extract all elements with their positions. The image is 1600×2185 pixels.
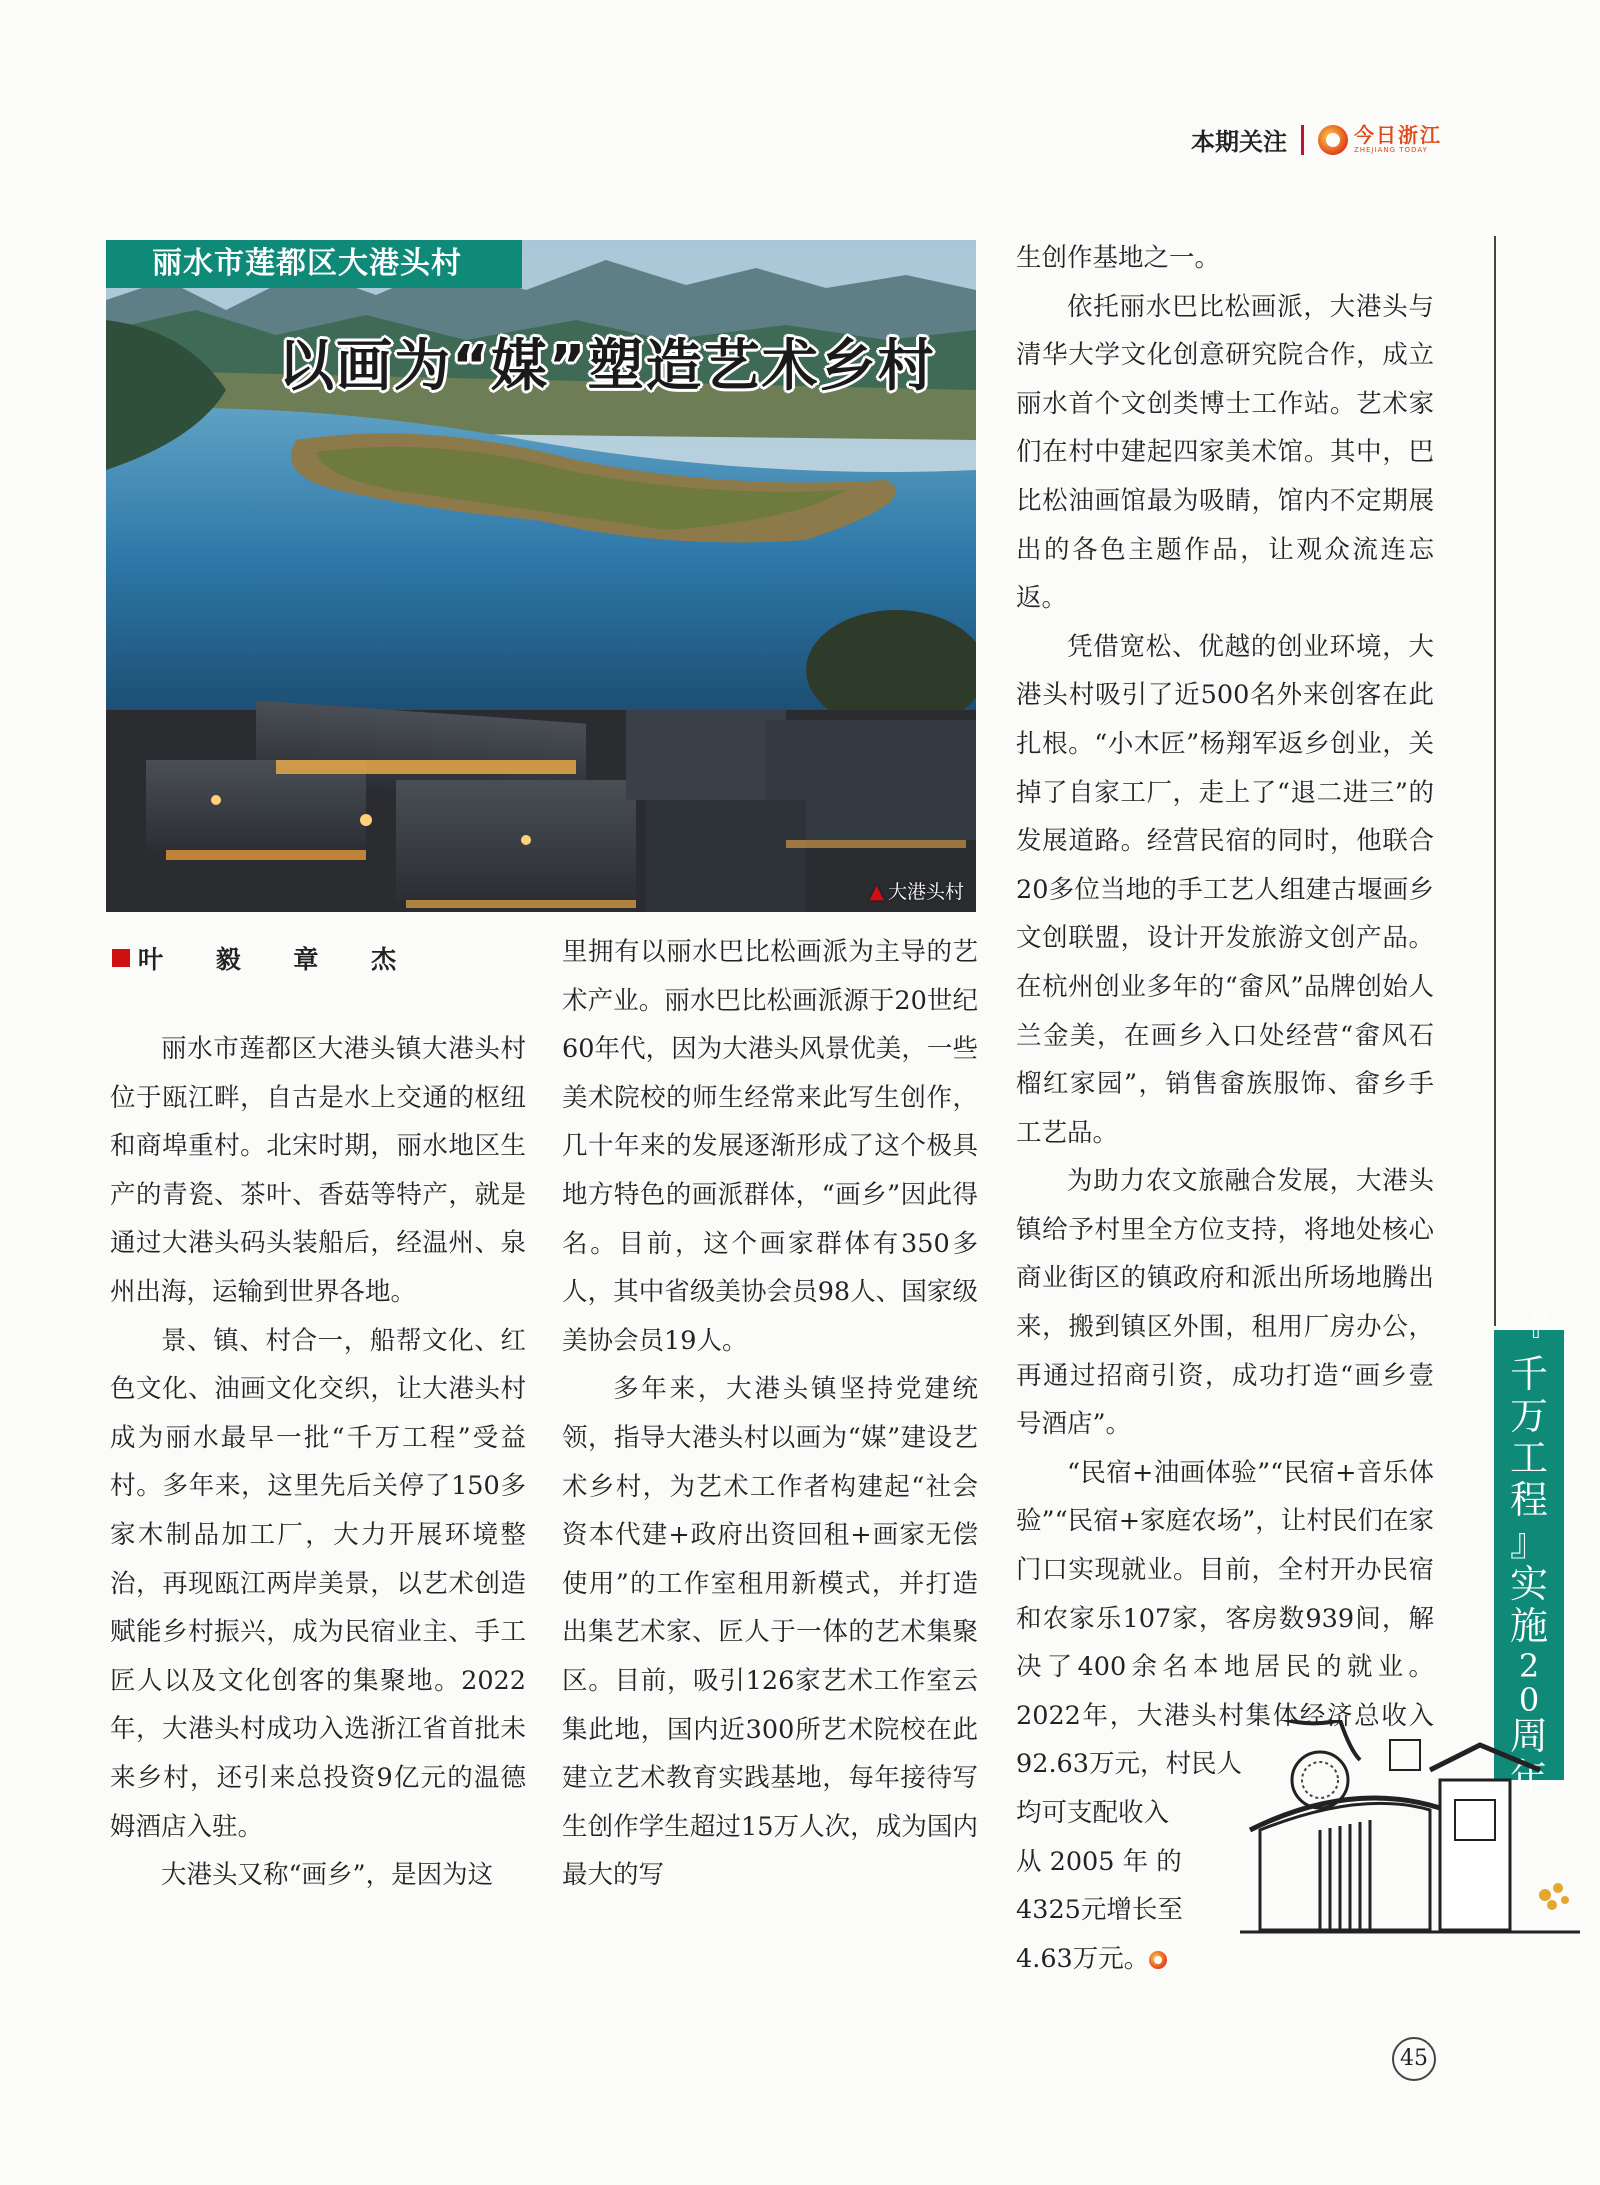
banner-char: 周 xyxy=(1509,1714,1548,1758)
banner-char: 工 xyxy=(1509,1436,1548,1480)
paragraph: 丽水市莲都区大港头镇大港头村位于瓯江畔，自古是水上交通的枢纽和商埠重村。北宋时期，丽水地区生产的青瓷、茶叶、香菇等特产，就是通过大港头码头装船后，经温州、泉州出海，运输到世界各地。 xyxy=(110,1034,526,1307)
byline xyxy=(112,940,418,976)
logo-text-cn: 今日浙江 xyxy=(1354,123,1442,147)
text-column-2 xyxy=(562,928,978,1900)
banner-char: 实 xyxy=(1509,1562,1548,1606)
end-mark-icon xyxy=(1149,1951,1167,1969)
anniversary-banner xyxy=(1494,1310,1564,1800)
closing-text: 4.63万元。 xyxy=(1016,1943,1150,1974)
banner-number: 20 xyxy=(1510,1647,1548,1715)
paragraph: 多年来，大港头镇坚持党建统领，指导大港头村以画为“媒”建设艺术乡村，为艺术工作者构建起“社会资本代建+政府出资回租+画家无偿使用”的工作室租用新模式，并打造出集艺术家、匠人于一体的艺术集聚区。目前，吸引126家艺术工作室云集此地，国内近300所艺术院校在此建立艺术教育实践基地，每年接待写生创作学生超过15万人次，成为国内最大的写 xyxy=(562,1374,978,1891)
paragraph: 景、镇、村合一，船帮文化、红色文化、油画文化交织，让大港头村成为丽水最早一批“千万工程”受益村。多年来，这里先后关停了150多家木制品加工厂，大力开展环境整治，再现瓯江两岸美景，以艺术创造赋能乡村振兴，成为民宿业主、手工匠人以及文化创客的集聚地。2022年，大港头村成功入选浙江省首批未来乡村，还引来总投资9亿元的温德姆酒店入驻。 xyxy=(110,1325,526,1842)
page-number: 45 xyxy=(1392,2037,1436,2081)
header-divider xyxy=(1301,125,1304,155)
hero-photo xyxy=(106,240,976,912)
logo-text-en: ZHEJIANG TODAY xyxy=(1354,146,1428,154)
banner-close-quote: 』 xyxy=(1509,1520,1548,1564)
paragraph-line: 4325元增长至 xyxy=(1016,1895,1183,1926)
paragraph: 凭借宽松、优越的创业环境，大港头村吸引了近500名外来创客在此扎根。“小木匠”杨翔军返乡创业，关掉了自家工厂，走上了“退二进三”的发展道路。经营民宿的同时，他联合20多位当地的手工艺人组建古堰画乡文创联盟，设计开发旅游文创产品。在杭州创业多年的“畲风”品牌创始人兰金美，在画乡入口处经营“畲风石榴红家园”，销售畲族服饰、畲乡手工艺品。 xyxy=(1016,631,1434,1148)
architecture-illustration xyxy=(1240,1720,1580,1950)
banner-char: 千 xyxy=(1509,1352,1548,1396)
location-tag: 丽水市莲都区大港头村 xyxy=(106,240,522,288)
paragraph-line: 均可支配收入 xyxy=(1016,1798,1170,1828)
photo-caption xyxy=(869,877,964,904)
author-names: 叶 毅 章 杰 xyxy=(138,945,419,974)
banner-char: 万 xyxy=(1509,1394,1548,1438)
paragraph: 生创作基地之一。 xyxy=(1016,243,1221,273)
paragraph: 里拥有以丽水巴比松画派为主导的艺术产业。丽水巴比松画派源于20世纪60年代，因为大港头风景优美，一些美术院校的师生经常来此写生创作，几十年来的发展逐渐形成了这个极具地方特色的画派群体，“画乡”因此得名。目前，这个画家群体有350多人，其中省级美协会员98人、国家级美协会员19人。 xyxy=(562,937,978,1356)
logo-icon xyxy=(1318,125,1348,155)
paragraph: 依托丽水巴比松画派，大港头与清华大学文化创意研究院合作，成立丽水首个文创类博士工作站。艺术家们在村中建起四家美术馆。其中，巴比松油画馆最为吸睛，馆内不定期展出的各色主题作品，让观众流连忘返。 xyxy=(1016,291,1434,614)
paragraph: “民宿+油画体验”“民宿+音乐体验”“民宿+家庭农场”，让村民们在家门口实现就业。目前，全村开办民宿和农家乐107家，客房数939间，解决了400余名本地居民的就业。2022年，大港头村集体经济总收入92.63万元，村民人 xyxy=(1016,1457,1434,1780)
paragraph: 大港头又称“画乡”，是因为这 xyxy=(161,1860,494,1891)
caption-text: 大港头村 xyxy=(887,881,964,903)
page-header xyxy=(1191,122,1442,157)
section-label: 本期关注 xyxy=(1191,128,1287,156)
caption-triangle-icon: ▲ xyxy=(869,881,884,903)
column-divider xyxy=(1494,236,1496,1326)
paragraph-line: 从 2005 年 的 xyxy=(1016,1846,1182,1877)
article-headline: 以画为“媒”塑造艺术乡村 xyxy=(278,334,936,399)
byline-square-icon xyxy=(112,949,130,967)
banner-open-quote: 『 xyxy=(1509,1310,1548,1354)
magazine-logo xyxy=(1318,125,1442,155)
text-column-1 xyxy=(110,1025,526,1900)
banner-char: 年 xyxy=(1509,1756,1548,1800)
banner-char: 程 xyxy=(1509,1478,1548,1522)
paragraph: 为助力农文旅融合发展，大港头镇给予村里全方位支持，将地处核心商业街区的镇政府和派出所场地腾出来，搬到镇区外围，租用厂房办公，再通过招商引资，成功打造“画乡壹号酒店”。 xyxy=(1016,1166,1434,1440)
banner-char: 施 xyxy=(1509,1604,1548,1648)
